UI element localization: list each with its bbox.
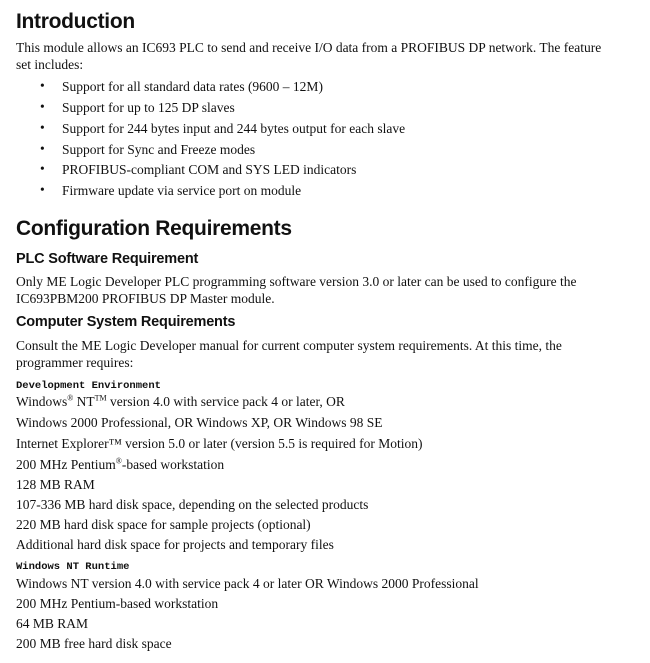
plc-software-line1: Only ME Logic Developer PLC programming software version 3.0 or later can be used to configure the (16, 274, 577, 289)
bullet-icon: • (40, 99, 45, 114)
plc-software-heading: PLC Software Requirement (16, 251, 199, 267)
nt-runtime-item: 64 MB RAM (16, 616, 89, 631)
plc-software-line2: IC693PBM200 PROFIBUS DP Master module. (16, 291, 275, 306)
dev-env-item: 107-336 MB hard disk space, depending on the selected products (16, 497, 369, 512)
nt-runtime-item: 200 MHz Pentium-based workstation (16, 596, 219, 611)
dev-env-item-pentium: 200 MHz Pentium®-based workstation (16, 456, 225, 472)
windows-nt-runtime-label: Windows NT Runtime (16, 561, 130, 573)
feature-list-item: Support for 244 bytes input and 244 bytes output for each slave (62, 121, 406, 136)
bullet-icon: • (40, 182, 45, 197)
intro-paragraph-line1: This module allows an IC693 PLC to send and receive I/O data from a PROFIBUS DP network. The feature (16, 40, 602, 55)
dev-env-item: Internet Explorer™ version 5.0 or later (version 5.5 is required for Motion) (16, 436, 423, 451)
dev-env-item: Windows 2000 Professional, OR Windows XP, OR Windows 98 SE (16, 415, 383, 430)
computer-system-line2: programmer requires: (16, 355, 134, 370)
dev-env-item: Additional hard disk space for projects and temporary files (16, 537, 334, 552)
feature-list-item: Support for Sync and Freeze modes (62, 142, 256, 157)
introduction-heading: Introduction (16, 10, 135, 33)
nt-runtime-item: 200 MB free hard disk space (16, 636, 172, 651)
feature-list-item: PROFIBUS-compliant COM and SYS LED indicators (62, 162, 357, 177)
intro-paragraph-line2: set includes: (16, 57, 84, 72)
dev-env-item: 220 MB hard disk space for sample projects (optional) (16, 517, 311, 532)
bullet-icon: • (40, 141, 45, 156)
feature-list-item: Support for up to 125 DP slaves (62, 100, 235, 115)
feature-list-item: Support for all standard data rates (9600 – 12M) (62, 79, 323, 94)
feature-list-item: Firmware update via service port on module (62, 183, 302, 198)
development-environment-label: Development Environment (16, 380, 161, 392)
nt-runtime-item: Windows NT version 4.0 with service pack 4 or later OR Windows 2000 Professional (16, 576, 479, 591)
dev-env-item-windows-nt: Windows® NT™ version 4.0 with service pack 4 or later, OR (16, 393, 345, 409)
bullet-icon: • (40, 120, 45, 135)
computer-system-line1: Consult the ME Logic Developer manual for current computer system requirements. At this time, the (16, 338, 562, 353)
computer-system-heading: Computer System Requirements (16, 314, 236, 330)
dev-env-item: 128 MB RAM (16, 477, 95, 492)
bullet-icon: • (40, 161, 45, 176)
bullet-icon: • (40, 78, 45, 93)
configuration-requirements-heading: Configuration Requirements (16, 217, 292, 240)
